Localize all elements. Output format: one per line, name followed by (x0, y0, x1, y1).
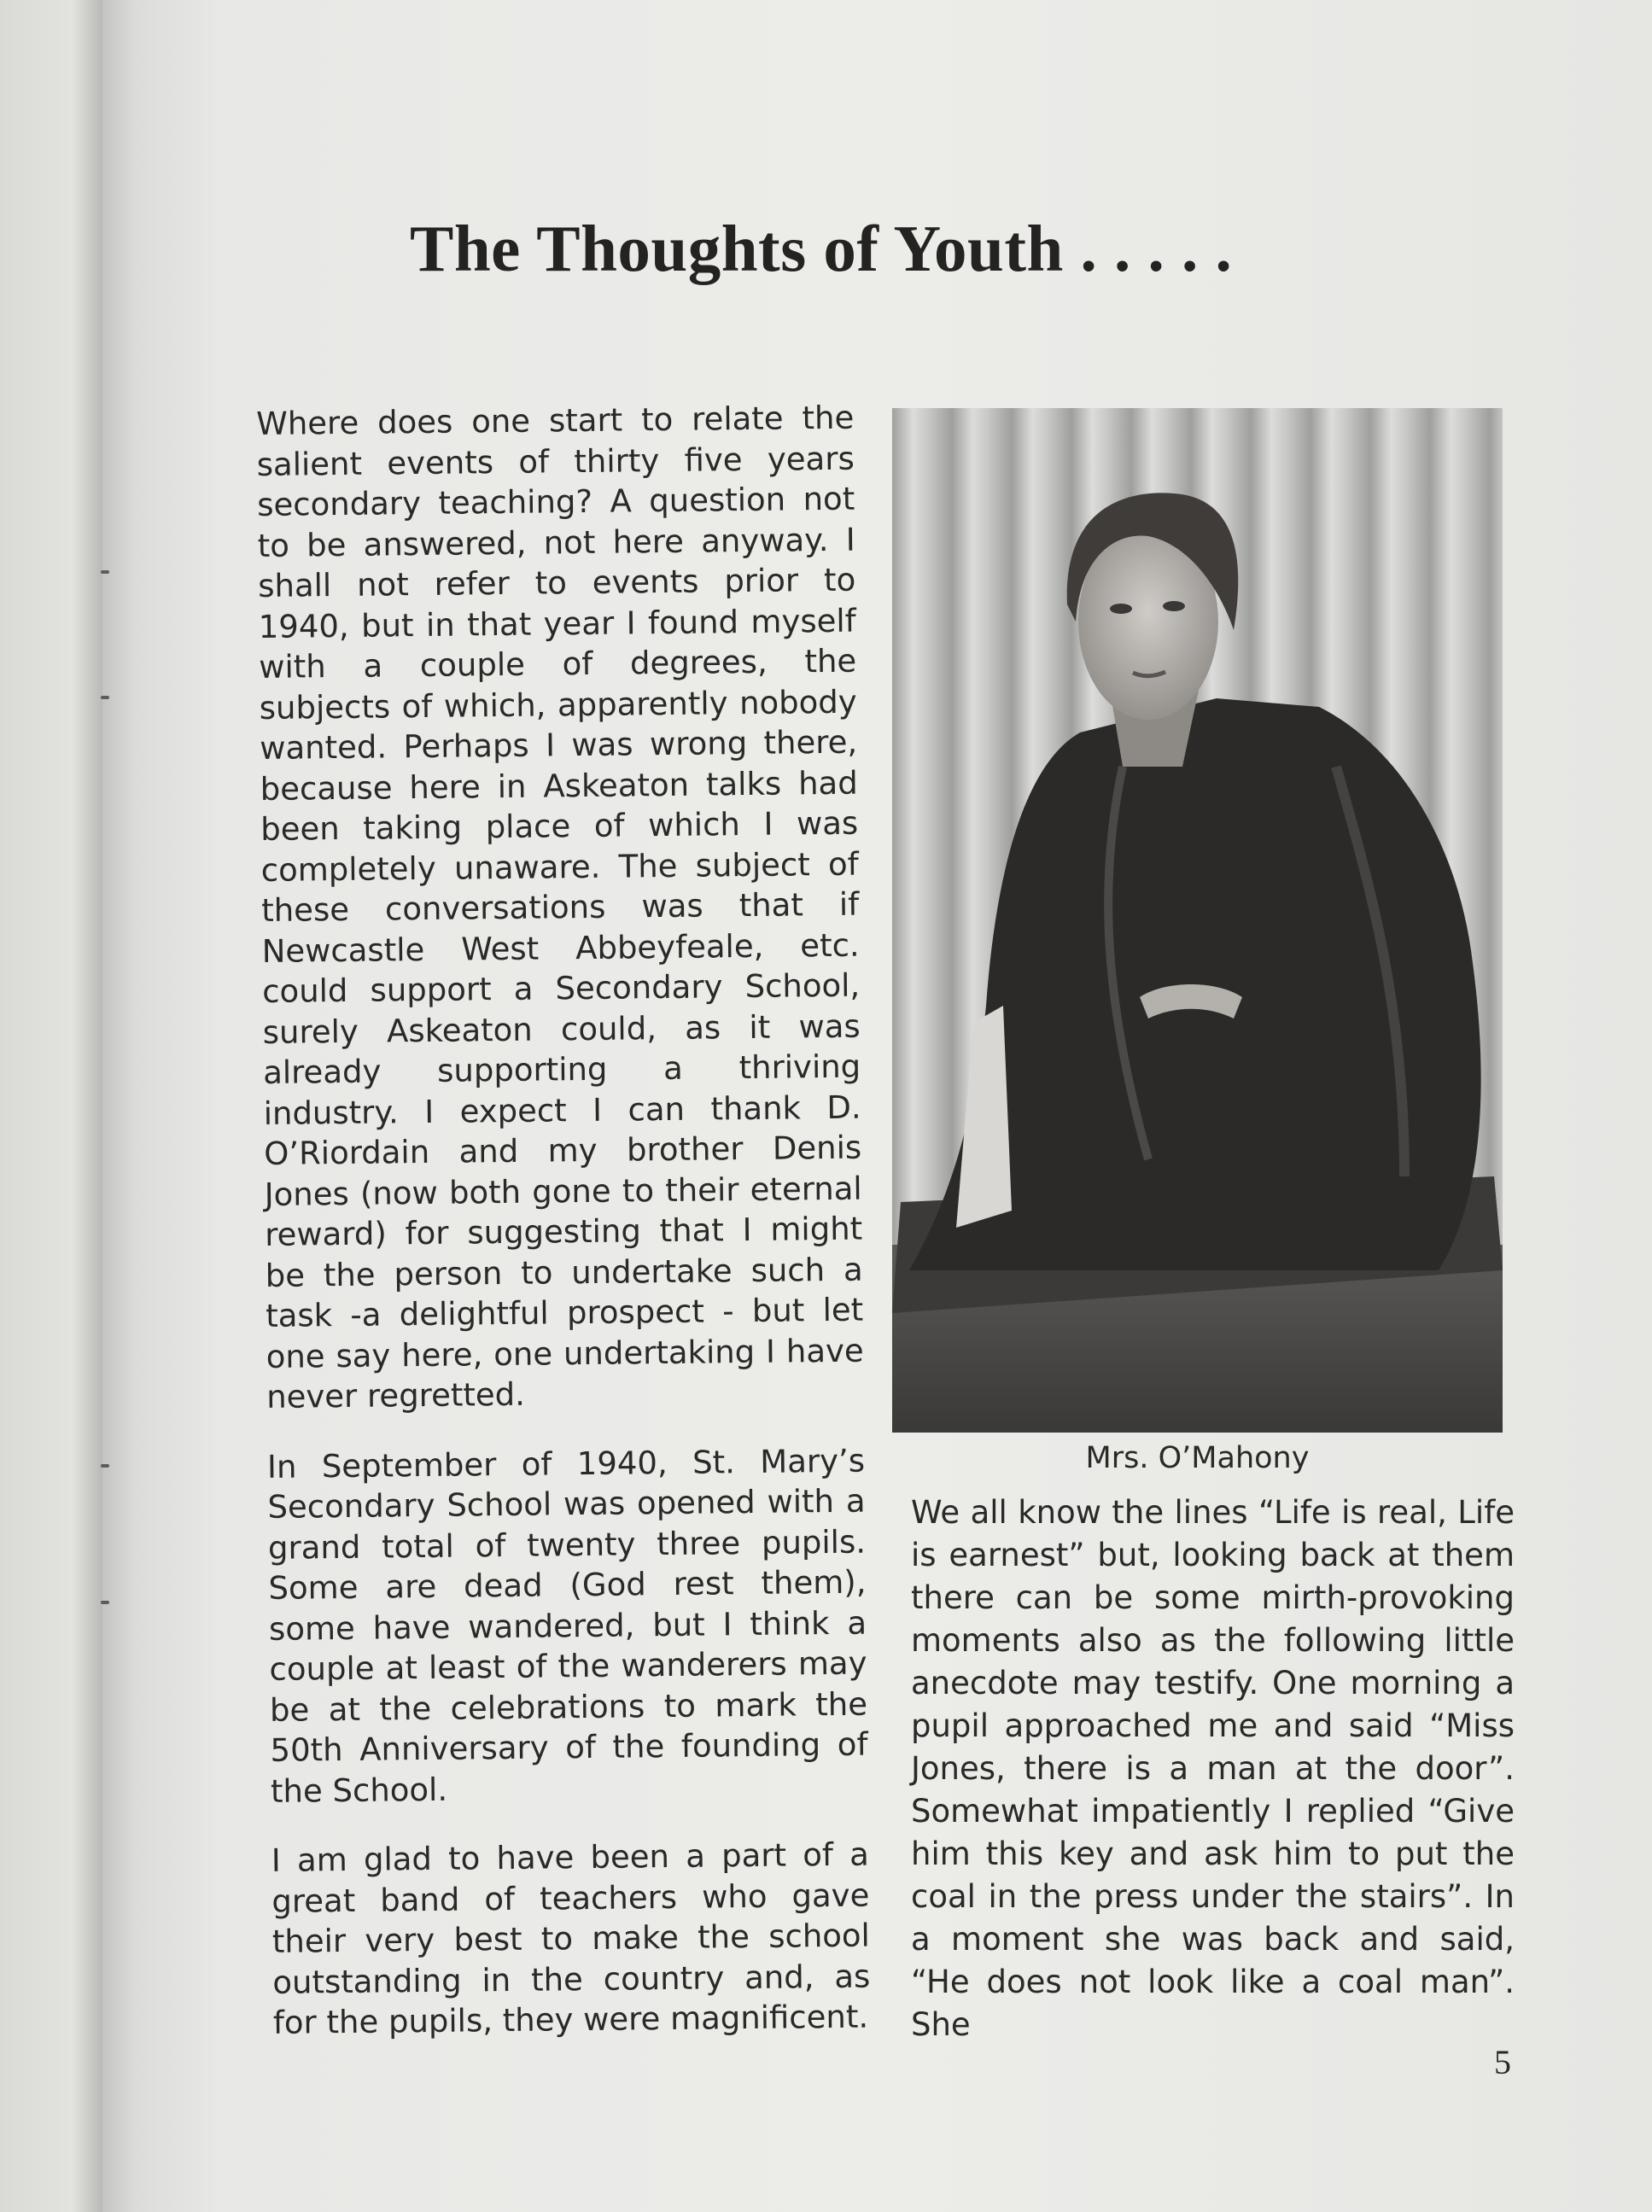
paragraph: In September of 1940, St. Mary’s Secondary School was opened with a grand total of twenty three pupils. Some are dead (God rest them), some have wandered, but I think a couple at least of the wanderers may be at the celebrations to mark the 50th Anniversary of the founding of the School. (266, 1442, 868, 1810)
left-text-column (256, 398, 871, 2073)
portrait-image (892, 408, 1503, 1433)
paragraph: Where does one start to relate the salient events of thirty five years secondary teaching? A question not to be answered, not here anyway. I shall not refer to events prior to 1940, but in that year I found myself with a couple of degrees, the subjects of which, apparently nobody wanted. Perhaps I was wrong there, because here in Askeaton talks had been taking place of which I was completely unaware. The subject of these conversations was that if Newcastle West Abbeyfeale, etc. could support a Secondary School, surely Askeaton could, as it was already supporting a thriving industry. I expect I can thank D. O’Riordain and my brother Denis Jones (now both gone to their eternal reward) for suggesting that I might be the person to undertake such a task -a delightful prospect - but let one say here, one undertaking I have never regretted. (256, 399, 864, 1415)
staple-mark (101, 1601, 109, 1604)
staple-mark (101, 1464, 109, 1468)
staple-mark (101, 696, 109, 699)
portrait-photo (892, 408, 1503, 1433)
paragraph: We all know the lines “Life is real, Life is earnest” but, looking back at them there can be some mirth-provoking moments also as the following little anecdote may testify. One morning a pupil approached me and said “Miss Jones, there is a man at the door”. Somewhat impatiently I replied “Give him this key and ask him to put the coal in the press under the stairs”. In a moment she was back and said, “He does not look like a coal man”. She (911, 1494, 1515, 2043)
photo-caption: Mrs. O’Mahony (1085, 1441, 1310, 1475)
article-title: The Thoughts of Youth . . . . . (410, 211, 1233, 285)
facing-page-edge (0, 0, 102, 2212)
staple-mark (101, 570, 109, 574)
page-number: 5 (1494, 2043, 1511, 2081)
paragraph: I am glad to have been a part of a great band of teachers who gave their very best to make the school outstanding in the country and, as for the pupils, they were magnificent. (271, 1836, 871, 2041)
right-text-column (911, 1491, 1515, 2075)
